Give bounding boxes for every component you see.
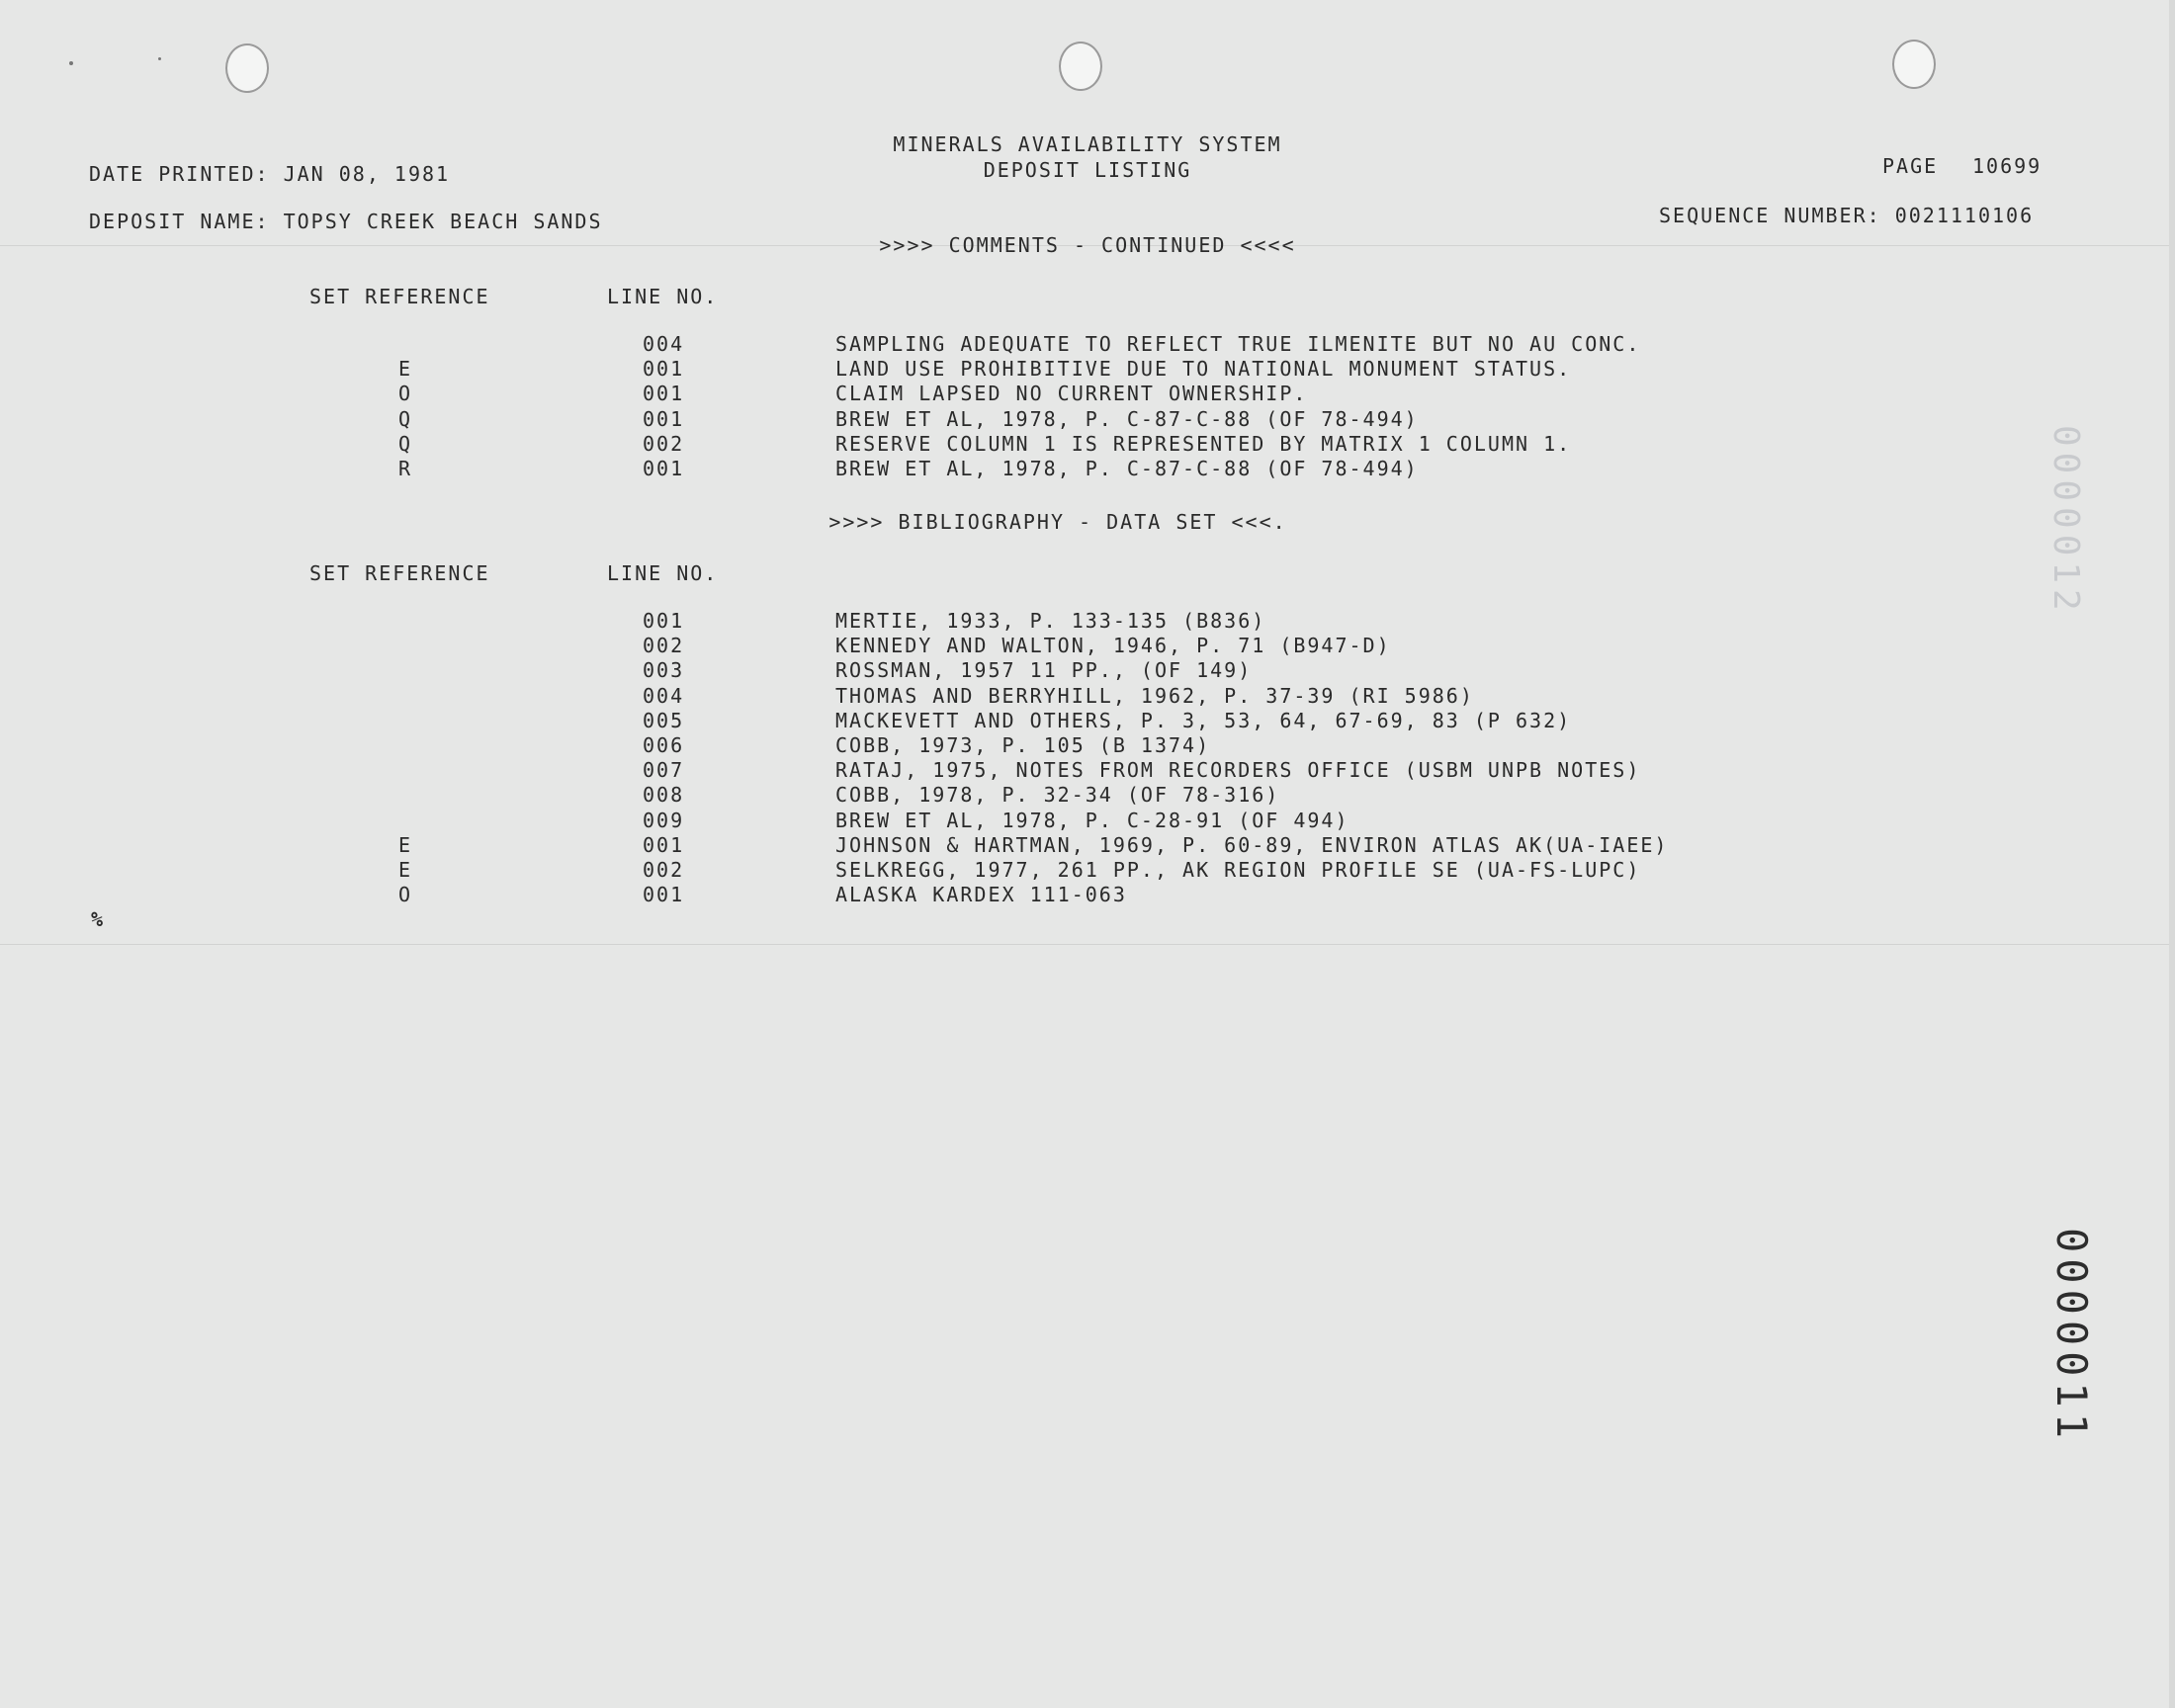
set-reference-cell: Q [397,406,413,431]
table-row [0,809,2175,833]
entry-text-cell: BREW ET AL, 1978, P. C-87-C-88 (OF 78-494) [835,457,1419,480]
line-no-cell: 001 [643,457,685,480]
entry-text-cell: ALASKA KARDEX 111-063 [835,883,1127,907]
entry-text-cell: BREW ET AL, 1978, P. C-87-C-88 (OF 78-494) [835,406,1419,431]
entry-text-cell: COBB, 1978, P. 32-34 (OF 78-316) [835,783,1280,808]
page-edge [2169,0,2175,1708]
comments-col-set-reference: SET REFERENCE [309,285,490,308]
line-no-cell: 002 [643,431,685,456]
bibliography-section-title: >>>> BIBLIOGRAPHY - DATA SET <<<. [828,510,1287,534]
margin-stamp: 0000011 [2047,1228,2096,1445]
table-row [0,658,2175,683]
table-row [0,783,2175,808]
entry-text-cell: SAMPLING ADEQUATE TO REFLECT TRUE ILMENITE BUT NO AU CONC. [835,332,1641,356]
entry-text-cell: RESERVE COLUMN 1 IS REPRESENTED BY MATRIX 1 COLUMN 1. [835,431,1572,456]
table-row [0,457,2175,481]
binder-hole-left [225,43,269,93]
system-title: MINERALS AVAILABILITY SYSTEM [893,132,1282,156]
line-no-cell: 007 [643,758,685,783]
table-row [0,883,2175,907]
date-printed: DATE PRINTED: JAN 08, 1981 [89,162,451,186]
ink-speck [158,57,161,60]
table-row [0,684,2175,709]
set-reference-cell: E [397,832,413,857]
line-no-cell: 004 [643,683,685,708]
table-row [0,407,2175,432]
table-row [0,634,2175,658]
set-reference-cell: E [397,858,413,882]
table-row [0,609,2175,634]
line-no-cell: 002 [643,858,685,882]
set-reference-cell: Q [397,431,413,456]
line-no-cell: 002 [643,634,685,658]
comments-section-title: >>>> COMMENTS - CONTINUED <<<< [879,233,1296,257]
line-no-cell: 005 [643,708,685,732]
table-row [0,709,2175,733]
deposit-name: DEPOSIT NAME: TOPSY CREEK BEACH SANDS [89,210,603,233]
binder-hole-center [1059,42,1102,91]
entry-text-cell: SELKREGG, 1977, 261 PP., AK REGION PROFILE SE (UA-FS-LUPC) [835,858,1641,882]
line-no-cell: 001 [643,609,685,633]
margin-stamp-faint: 0000012 [2045,425,2086,617]
table-row [0,382,2175,406]
comments-col-line-no: LINE NO. [607,285,719,308]
bibliography-col-set-reference: SET REFERENCE [309,561,490,585]
page-number: 10699 [1972,154,2043,178]
table-row [0,332,2175,357]
line-no-cell: 006 [643,733,685,757]
table-row [0,733,2175,758]
sequence-number: SEQUENCE NUMBER: 0021110106 [1659,204,2035,227]
entry-text-cell: CLAIM LAPSED NO CURRENT OWNERSHIP. [835,382,1308,406]
entry-text-cell: RATAJ, 1975, NOTES FROM RECORDERS OFFICE (USBM UNPB NOTES) [835,758,1641,783]
entry-text-cell: LAND USE PROHIBITIVE DUE TO NATIONAL MONUMENT STATUS. [835,357,1572,382]
line-no-cell: 001 [643,832,685,857]
line-no-cell: 009 [643,808,685,832]
line-no-cell: 004 [643,332,685,356]
page-label: PAGE [1882,154,1939,178]
line-no-cell: 001 [643,406,685,431]
line-no-cell: 001 [643,382,685,406]
line-no-cell: 001 [643,357,685,382]
table-row [0,758,2175,783]
table-row [0,432,2175,457]
set-reference-cell: O [397,382,413,406]
bibliography-col-line-no: LINE NO. [607,561,719,585]
entry-text-cell: ROSSMAN, 1957 11 PP., (OF 149) [835,658,1253,683]
entry-text-cell: JOHNSON & HARTMAN, 1969, P. 60-89, ENVIRON ATLAS AK(UA-IAEE) [835,832,1669,857]
table-row [0,357,2175,382]
entry-text-cell: MACKEVETT AND OTHERS, P. 3, 53, 64, 67-69, 83 (P 632) [835,708,1572,732]
line-no-cell: 008 [643,783,685,808]
listing-title: DEPOSIT LISTING [983,158,1192,182]
line-no-cell: 003 [643,658,685,683]
table-row [0,833,2175,858]
set-reference-cell: O [397,883,413,907]
ink-speck [69,61,73,65]
entry-text-cell: MERTIE, 1933, P. 133-135 (B836) [835,609,1266,633]
table-row [0,858,2175,883]
end-marker: % [91,907,106,931]
entry-text-cell: BREW ET AL, 1978, P. C-28-91 (OF 494) [835,808,1349,832]
fold-line [0,944,2175,945]
entry-text-cell: KENNEDY AND WALTON, 1946, P. 71 (B947-D) [835,634,1391,658]
entry-text-cell: THOMAS AND BERRYHILL, 1962, P. 37-39 (RI 5986) [835,683,1474,708]
set-reference-cell: E [397,357,413,382]
line-no-cell: 001 [643,883,685,907]
binder-hole-right [1892,40,1936,89]
entry-text-cell: COBB, 1973, P. 105 (B 1374) [835,733,1211,757]
set-reference-cell: R [397,457,413,480]
